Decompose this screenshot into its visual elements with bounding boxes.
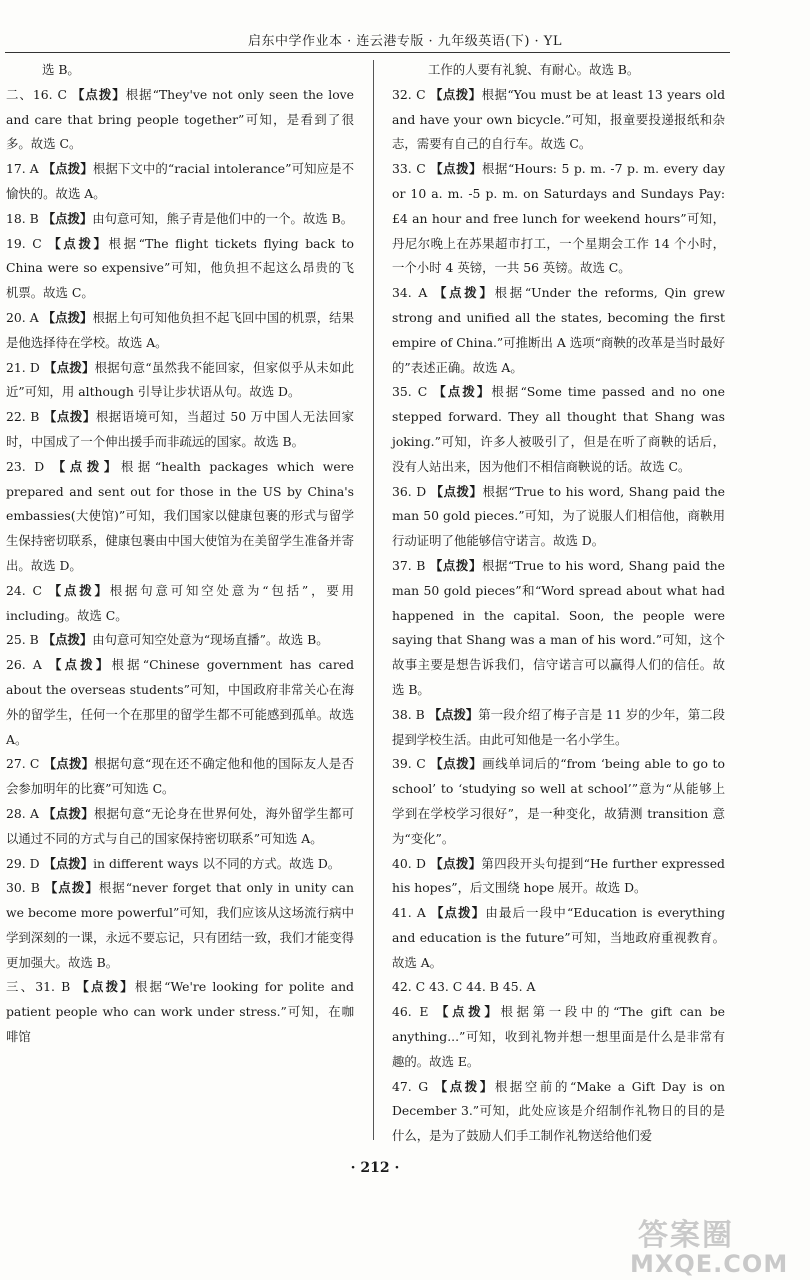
entry-text: 根据“True to his word, Shang paid the man 50 gold pieces.”可知，为了说服人们相信他，商鞅用行动证明了他能够信守诺言。故选 D。	[392, 483, 726, 549]
hint-label: 【点拨】	[430, 855, 482, 871]
answer-entry	[392, 852, 725, 902]
answer-entry	[392, 157, 725, 281]
entry-text: 根据下文中的“racial intolerance”可知应是不愉快的。故选 A。	[6, 161, 355, 201]
answer-entry	[6, 579, 354, 629]
entry-text: 根据“They've not only seen the love and care that bring people together”可知，是看到了很多。故选 C。	[6, 86, 354, 152]
question-number: 32. C	[392, 86, 431, 102]
hint-label: 【点拨】	[48, 582, 110, 598]
entry-text: 画线单词后的“from ‘being able to go to school’ to ‘studying so well at school’”意为“从能够上学到在学校学习很好”，是一种变化，故猜测 transition 意为“变化”。	[392, 756, 725, 846]
hint-label: 【点拨】	[430, 905, 486, 921]
entry-text: 根据第一段中的“The gift can be anything...”可知，收到礼物并想一想里面是什么是非常有趣的。故选 E。	[392, 1004, 725, 1069]
entry-text: 根据“Chinese government has cared about the overseas students”可知，中国政府非常关心在海外的留学生，任何一个在那里的留学生都不可能感到孤单。故选 A。	[6, 657, 355, 747]
hint-label: 【点拨】	[429, 557, 482, 573]
answer-entry	[6, 752, 354, 802]
hint-label: 【点拨】	[42, 632, 93, 648]
question-number: 17. A	[6, 161, 43, 177]
answer-entry	[6, 83, 354, 157]
question-number: 46. E	[392, 1004, 437, 1020]
question-number: 27. C	[6, 756, 44, 772]
hint-label: 【点拨】	[43, 756, 95, 772]
hint-label: 【点拨】	[430, 483, 483, 499]
answer-entry	[6, 405, 354, 455]
question-number: 39. C	[392, 756, 431, 772]
column-divider	[373, 60, 374, 1140]
answer-entry	[392, 83, 725, 157]
entry-text: 第四段开头句提到“He further expressed his hopes”，后文围绕 hope 展开。故选 D。	[392, 855, 725, 896]
hint-label: 【点拨】	[43, 805, 94, 821]
question-number: 40. D	[392, 855, 431, 871]
entry-text: 根据“We're looking for polite and patient people who can work under stress.”可知，在咖啡馆	[6, 979, 354, 1045]
entry-text: 根据“Hours: 5 p. m. -7 p. m. every day or 10 a. m. -5 p. m. on Saturdays and Sundays Pay: £4 an hour and free lunch for weekend hours”可知，丹尼尔晚上在苏果超市打工，一个星期会工作 14 个小时，一个小时 4 英镑，一共 56 英镑。故选 C。	[392, 161, 725, 276]
entry-text: 根据“health packages which were prepared and sent out for those in the US by China's embassies(大使馆)”可知，我们国家以健康包裹的形式与留学生保持密切联系，健康包裹由中国大使馆为在美留学生准备并寄出。故选 D。	[6, 458, 354, 573]
answer-entry	[6, 455, 354, 579]
entry-text: 根据上句可知他负担不起飞回中国的机票，结果是他选择待在学校。故选 A。	[6, 309, 355, 350]
answer-entry	[6, 207, 354, 232]
answer-entry	[392, 554, 725, 703]
answer-entry	[6, 852, 354, 877]
entry-text: 根据“The flight tickets flying back to China were so expensive”可知，他负担不起这么昂贵的飞机票。故选 C。	[6, 235, 354, 301]
hint-label: 【点拨】	[44, 880, 99, 896]
answer-entry	[6, 653, 354, 752]
entry-text: 由句意可知空处意为“现场直播”。故选 B。	[92, 632, 329, 648]
hint-label: 【点拨】	[42, 210, 93, 226]
watermark-bottom: MXQE.COM	[630, 1250, 789, 1278]
right-column	[392, 58, 725, 1149]
hint-label: 【点拨】	[42, 309, 93, 325]
entry-text: 根据句意“虽然我不能回家，但家似乎从未如此近”可知，用 although 引导让步状语从句。故选 D。	[6, 359, 354, 400]
entry-text: 根据空前的“Make a Gift Day is on December 3.”可知，此处应该是介绍制作礼物日的目的是什么，是为了鼓励人们手工制作礼物送给他们爱	[392, 1078, 725, 1144]
watermark-logo	[630, 1210, 805, 1280]
hint-label: 【点拨】	[430, 161, 483, 177]
question-number: 三、31. B	[6, 979, 77, 995]
hint-label: 【点拨】	[49, 657, 112, 673]
question-number: 34. A	[392, 285, 435, 301]
answer-entry	[392, 281, 725, 380]
hint-label: 【点拨】	[434, 285, 495, 301]
hint-label: 【点拨】	[428, 706, 479, 722]
entry-text: 根据“Some time passed and no one stepped forward. They all thought that Shang was joking.”可知，许多人被吸引了，但是在听了商鞅的话后，没有人站出来，因为他们不相信商鞅说的话。故选 C。	[392, 384, 725, 474]
question-number: 20. A	[6, 309, 43, 325]
entry-text: 根据“You must be at least 13 years old and have your own bicycle.”可知，报童要投递报纸和杂志，需要有自己的自行车。故选 C。	[392, 86, 726, 152]
hint-label: 【点拨】	[76, 979, 135, 995]
answer-entry	[392, 901, 725, 975]
question-number: 25. B	[6, 632, 43, 648]
question-number: 47. G	[392, 1078, 435, 1094]
answer-entry	[392, 480, 725, 554]
entry-text: in different ways 以不同的方式。故选 D。	[93, 855, 341, 871]
answer-entry	[6, 628, 354, 653]
left-column	[6, 58, 354, 1050]
answer-entry	[6, 356, 354, 406]
hint-label: 【点拨】	[436, 1004, 501, 1020]
question-number: 二、16. C	[6, 86, 72, 102]
question-number: 19. C	[6, 235, 49, 251]
hint-label: 【点拨】	[48, 235, 109, 251]
answer-entry	[6, 876, 354, 975]
hint-label: 【点拨】	[43, 855, 94, 871]
answer-entry	[6, 306, 354, 356]
running-header: 启东中学作业本 · 连云港专版 · 九年级英语(下) · YL	[247, 34, 563, 49]
entry-text: 由句意可知，熊子青是他们中的一个。故选 B。	[92, 210, 354, 226]
entry-text: 根据“True to his word, Shang paid the man 50 gold pieces”和“Word spread about what had happened in the capital. Soon, the people were saying that Shang was a man of his word.”可知，这个故事主要是想告诉我们，信守诺言可以赢得人们的信任。故选 B。	[392, 557, 725, 697]
question-number: 23. D	[6, 458, 53, 474]
answer-entry	[392, 975, 725, 1000]
hint-label: 【点拨】	[430, 756, 483, 772]
question-number: 26. A	[6, 657, 50, 673]
question-number: 24. C	[6, 582, 49, 598]
answer-entry	[6, 802, 354, 852]
question-number: 33. C	[392, 161, 431, 177]
hint-label: 【点拨】	[52, 458, 121, 474]
hint-label: 【点拨】	[43, 409, 96, 425]
question-number: 28. A	[6, 805, 44, 821]
question-number: 29. D	[6, 855, 44, 871]
question-number: 21. D	[6, 359, 45, 375]
entry-text: 42. C 43. C 44. B 45. A	[392, 979, 536, 995]
question-number: 37. B	[392, 557, 430, 573]
entry-text: 根据句意可知空处意为“包括”，要用 including。故选 C。	[6, 582, 355, 623]
answer-entry	[392, 703, 725, 753]
entry-text: 根据“never forget that only in unity can we become more powerful”可知，我们应该从这场流行病中学到深刻的一课，永远不要忘记，只有团结一致，我们才能变得更加强大。故选 B。	[6, 880, 354, 970]
question-number: 38. B	[392, 706, 429, 722]
watermark-top: 答案圈	[638, 1218, 734, 1253]
question-number: 30. B	[6, 880, 45, 896]
entry-text: 根据句意“现在还不确定他和他的国际友人是否会参加明年的比赛”可知选 C。	[6, 756, 354, 797]
hint-label: 【点拨】	[42, 161, 93, 177]
entry-text: 根据句意“无论身在世界何处，海外留学生都可以通过不同的方式与自己的国家保持密切联系”可知选 A。	[6, 805, 355, 846]
question-number: 35. C	[392, 384, 434, 400]
question-number: 18. B	[6, 210, 43, 226]
entry-text: 第一段介绍了梅子言是 11 岁的少年，第二段提到学校生活。由此可知他是一名小学生。	[392, 706, 725, 747]
answer-entry	[392, 1075, 725, 1149]
hint-label: 【点拨】	[433, 384, 492, 400]
entry-text: 选 B。	[42, 62, 80, 77]
hint-label: 【点拨】	[430, 86, 482, 102]
answer-entry	[392, 58, 725, 83]
question-number: 36. D	[392, 483, 431, 499]
page-number: · 212 ·	[350, 1160, 400, 1176]
answer-entry	[392, 752, 725, 851]
entry-text: 工作的人要有礼貌、有耐心。故选 B。	[428, 62, 640, 77]
entry-text: 根据“Under the reforms, Qin grew strong and unified all the states, becoming the first empire of China.”可推断出 A 选项“商鞅的改革是当时最好的”表述正确。故选 A。	[392, 285, 725, 375]
answer-entry	[392, 1000, 725, 1074]
question-number: 22. B	[6, 409, 44, 425]
answer-entry	[392, 380, 725, 479]
hint-label: 【点拨】	[434, 1078, 495, 1094]
answer-entry	[6, 232, 354, 306]
answer-entry	[6, 58, 354, 83]
entry-text: 根据语境可知，当超过 50 万中国人无法回家时，中国成了一个伸出援手而非疏远的国家。故选 B。	[6, 409, 355, 449]
answer-entry	[6, 975, 354, 1049]
answer-entry	[6, 157, 354, 207]
question-number: 41. A	[392, 905, 431, 921]
hint-label: 【点拨】	[44, 359, 95, 375]
header-rule	[5, 52, 730, 53]
hint-label: 【点拨】	[72, 86, 126, 102]
entry-text: 由最后一段中“Education is everything and education is the future”可知，当地政府重视教育。故选 A。	[392, 905, 726, 970]
